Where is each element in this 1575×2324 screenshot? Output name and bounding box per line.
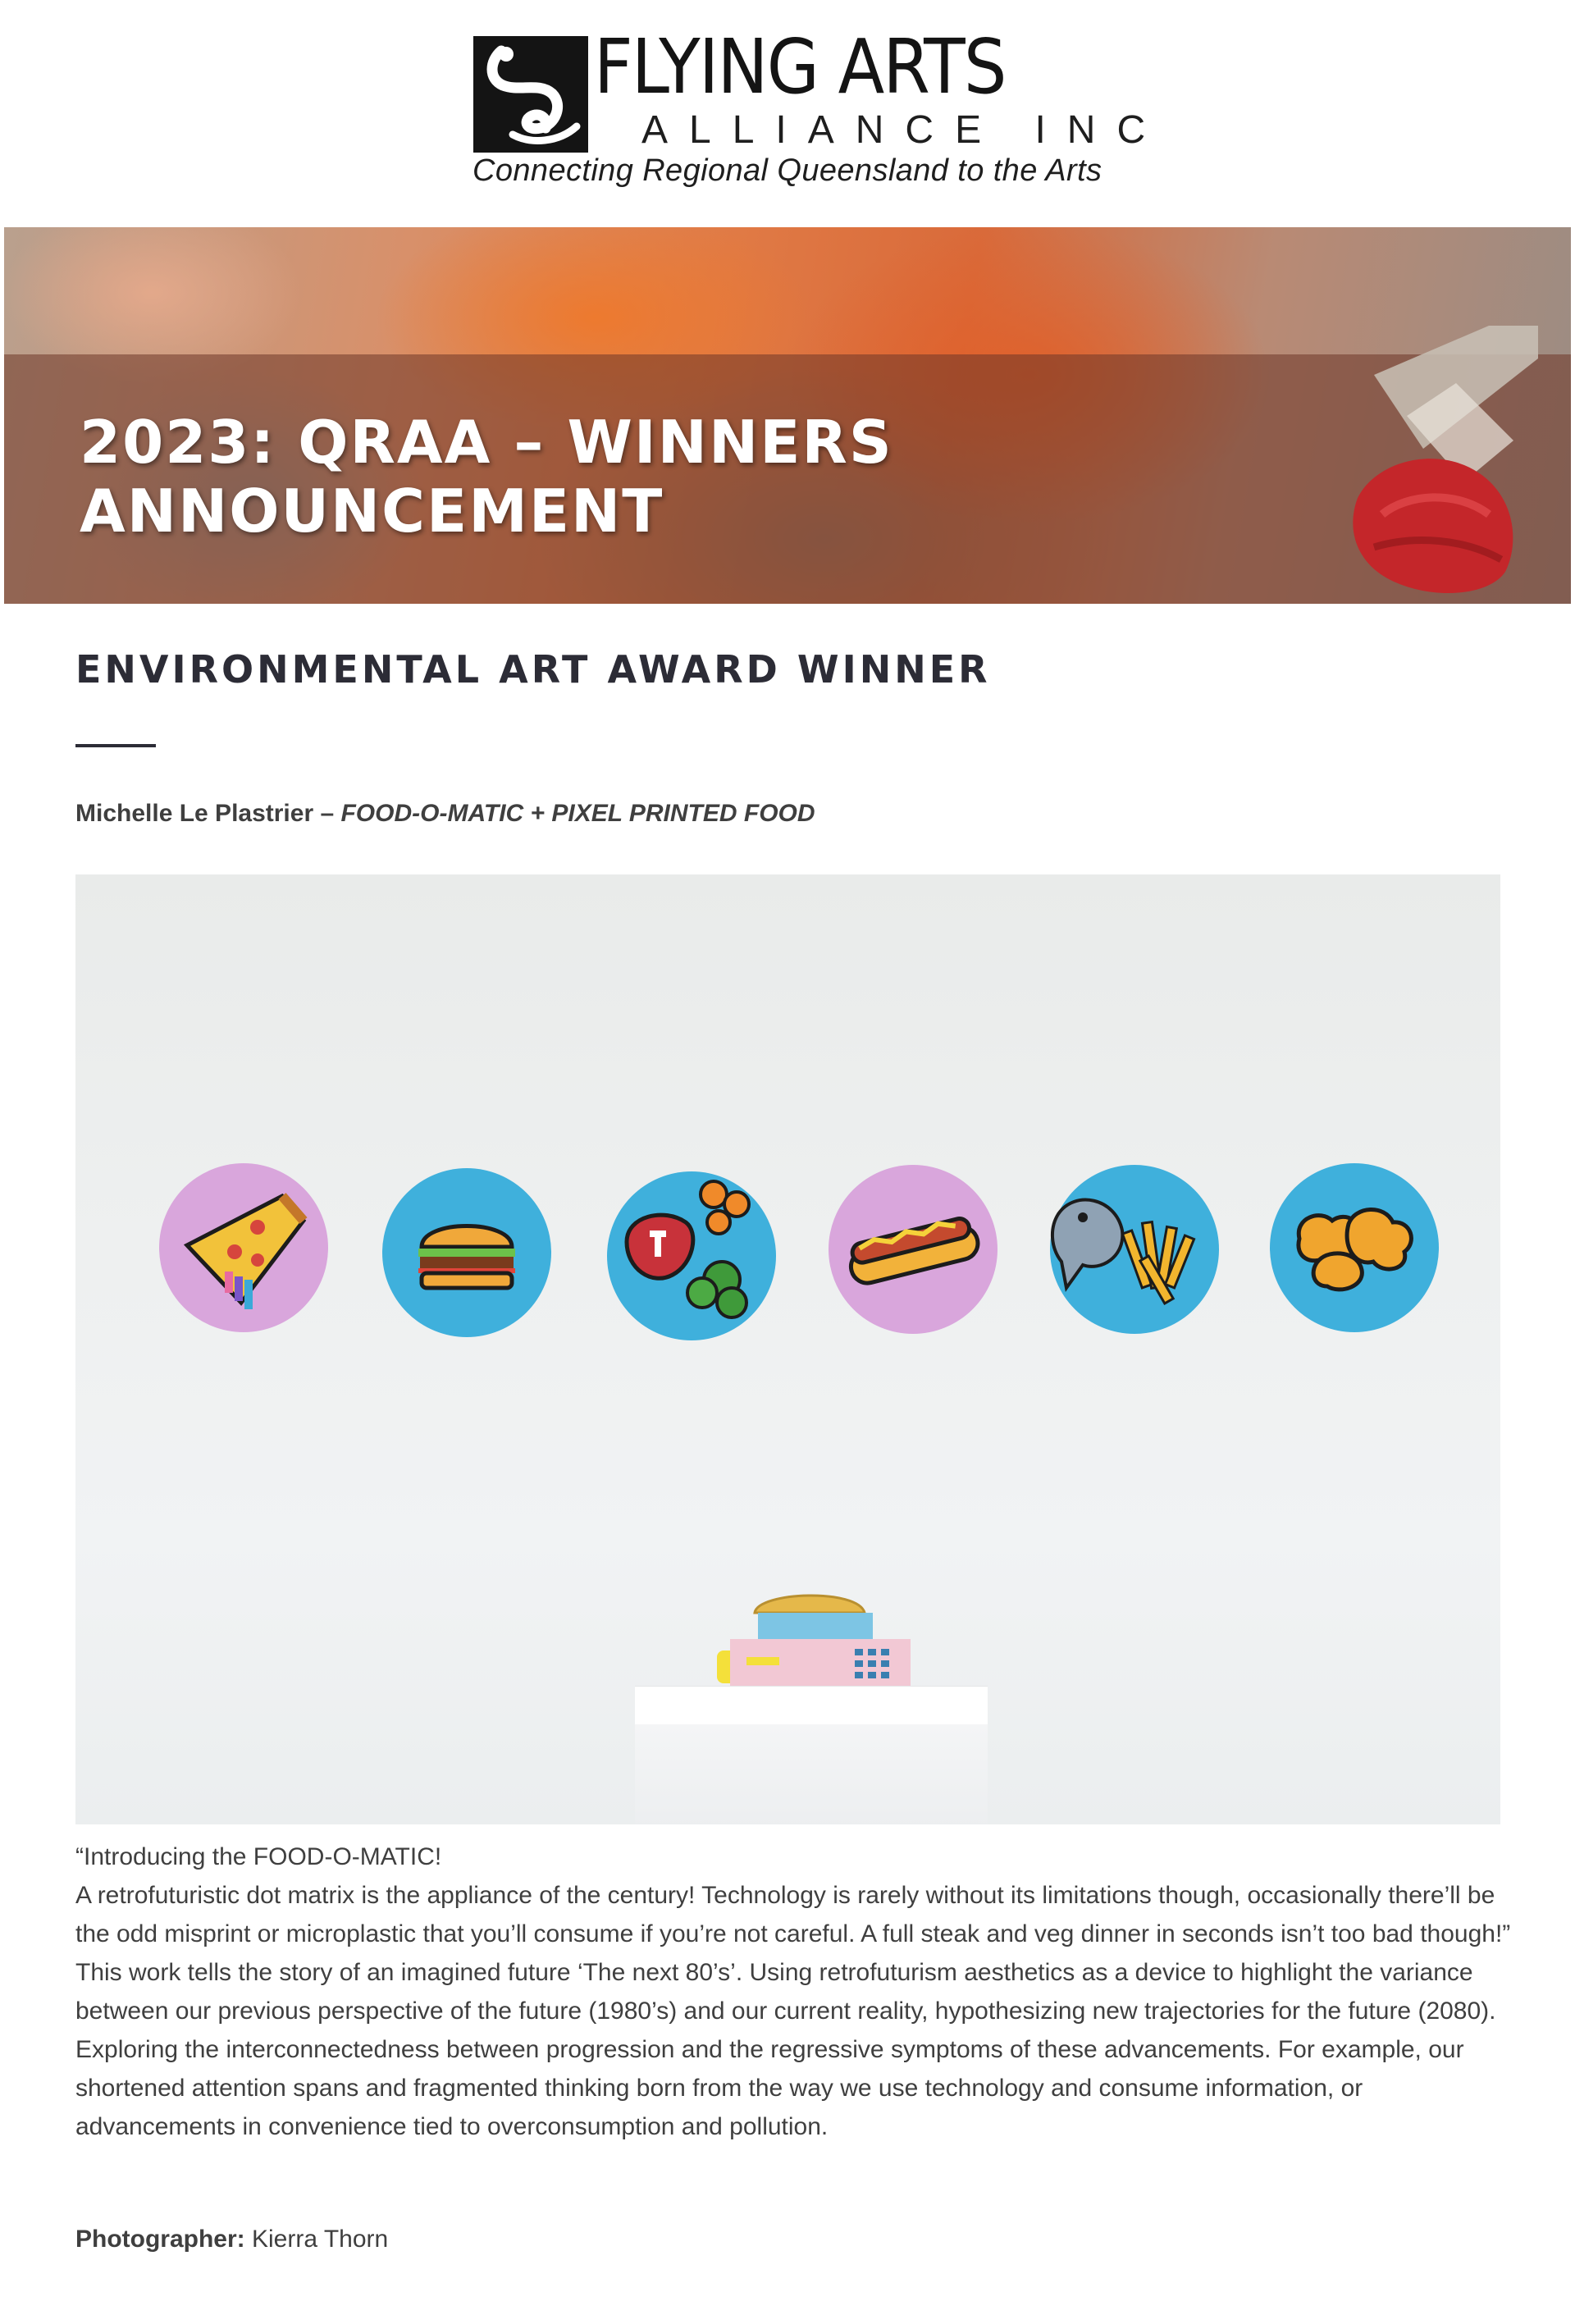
photographer-name: Kierra Thorn — [244, 2226, 389, 2253]
logo-title: FLYING ARTS — [594, 23, 1006, 111]
page-title — [80, 408, 893, 546]
pizza-icon — [159, 1163, 328, 1332]
logo-tagline: Connecting Regional Queensland to the Arts — [472, 153, 1102, 188]
pizza-disc — [159, 1163, 328, 1332]
page-title-line-2: ANNOUNCEMENT — [80, 477, 664, 546]
artwork-description — [75, 1838, 1511, 2146]
fish-chips-disc — [1050, 1165, 1219, 1334]
description-paragraph-1: “Introducing the FOOD-O-MATIC! — [75, 1843, 442, 1870]
award-heading: ENVIRONMENTAL ART AWARD WINNER — [75, 647, 991, 692]
nuggets-disc — [1270, 1163, 1439, 1332]
logo-swirl-icon — [473, 36, 588, 153]
fish-chips-icon — [1050, 1165, 1219, 1334]
steak-disc — [607, 1171, 776, 1340]
hotdog-icon — [829, 1165, 998, 1334]
artwork-photo — [75, 874, 1500, 1824]
page-title-line-1: 2023: QRAA – WINNERS — [80, 408, 893, 477]
logo-subtitle: ALLIANCE INC — [641, 108, 1167, 152]
description-paragraph-2: A retrofuturistic dot matrix is the appliance of the century! Technology is rarely without its limitations though, occasionally there’ll be the odd misprint or microplastic that you’ll consume if you’re not careful. A full steak and veg dinner in seconds isn’t too bad though!” — [75, 1882, 1511, 1947]
steak-icon — [607, 1171, 776, 1340]
artist-name: Michelle Le Plastrier – — [75, 800, 341, 827]
artwork-title: FOOD-O-MATIC + PIXEL PRINTED FOOD — [340, 800, 815, 827]
hotdog-disc — [829, 1165, 998, 1334]
hero-banner — [4, 227, 1571, 604]
artist-credit-line — [75, 797, 815, 830]
description-paragraph-3: This work tells the story of an imagined future ‘The next 80’s’. Using retrofuturism aesthetics as a device to highlight the variance between our previous perspective of the future (1980’s) and our current reality, hypothesizing new trajectories for the future (2080). Exploring the interconnectedness between progression and the regressive symptoms of these advancements. For example, our shortened attention spans and fragmented thinking born from the way we use technology and consume information, or advancements in convenience tied to overconsumption and pollution. — [75, 1959, 1496, 2140]
heading-divider — [75, 744, 156, 747]
photographer-label: Photographer: — [75, 2226, 245, 2253]
nuggets-icon — [1270, 1163, 1439, 1332]
site-logo[interactable] — [471, 23, 1167, 192]
burger-disc — [382, 1168, 551, 1337]
photographer-credit — [75, 2223, 388, 2256]
pedestal — [635, 1724, 988, 1824]
logo-mark — [473, 36, 588, 153]
paintbrush-icon — [1325, 326, 1538, 596]
burger-icon — [382, 1168, 551, 1337]
pedestal-top — [635, 1687, 988, 1724]
